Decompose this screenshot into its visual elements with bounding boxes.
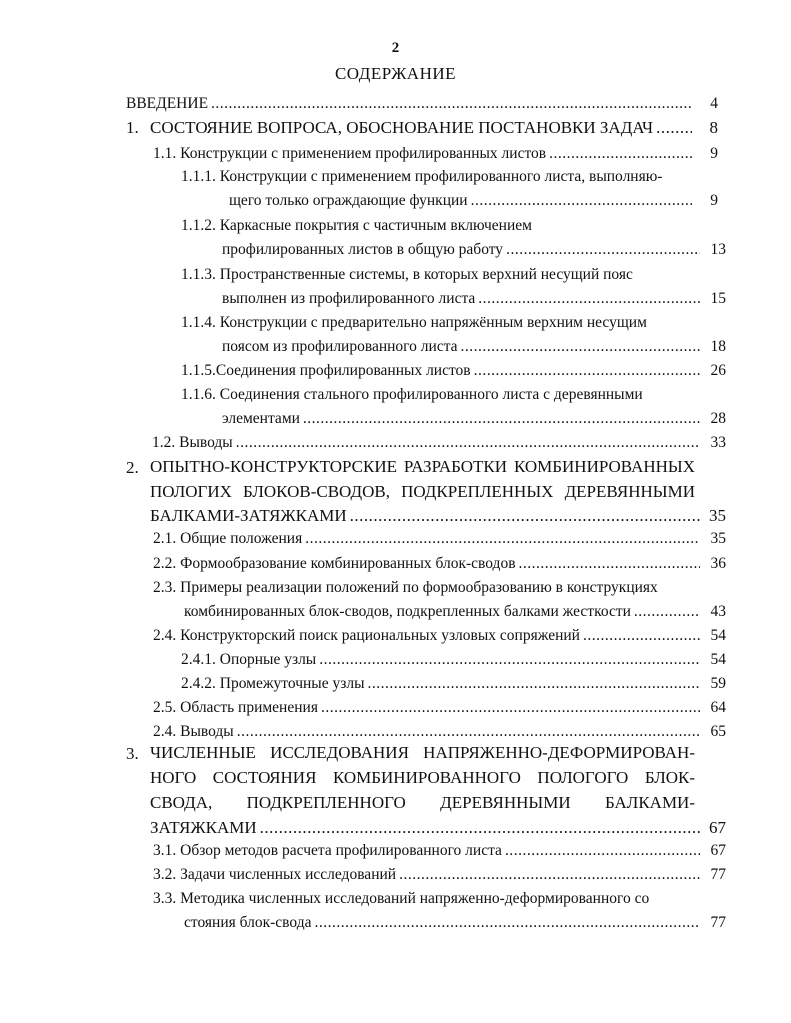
toc-label: 2.4. Выводы	[153, 723, 234, 740]
toc-label: профилированных листов в общую работу	[222, 241, 504, 258]
toc-entry-intro	[126, 95, 718, 113]
toc-entry-1-1-4-line1: 1.1.4. Конструкции с предварительно напряжённым верхним несущим	[181, 314, 647, 331]
toc-leader	[474, 362, 700, 380]
toc-entry-1-1-1	[229, 192, 718, 210]
toc-leader	[478, 290, 700, 308]
toc-page: 64	[710, 699, 726, 716]
toc-entry-1-1-6	[222, 410, 726, 428]
toc-entry-2-4	[153, 627, 726, 645]
toc-label: 2.2. Формообразование комбинированных блок-сводов	[153, 555, 516, 572]
toc-entry-section-2-line2: ПОЛОГИХ БЛОКОВ-СВОДОВ, ПОДКРЕПЛЕННЫХ ДЕРЕВЯННЫМИ	[150, 482, 695, 501]
toc-label: 3.2. Задачи численных исследований	[153, 866, 397, 883]
toc-label: СОСТОЯНИЕ ВОПРОСА, ОБОСНОВАНИЕ ПОСТАНОВКИ ЗАДАЧ	[150, 118, 654, 137]
toc-entry-section-2-line1: ОПЫТНО-КОНСТРУКТОРСКИЕ РАЗРАБОТКИ КОМБИНИРОВАННЫХ	[150, 457, 695, 476]
toc-page: 59	[710, 675, 726, 692]
toc-label: 2.5. Область применения	[153, 699, 318, 716]
toc-leader	[506, 241, 700, 259]
toc-entry-section-3-line1: ЧИСЛЕННЫЕ ИССЛЕДОВАНИЯ НАПРЯЖЕННО-ДЕФОРМИРОВАН-	[150, 743, 695, 762]
page-title: СОДЕРЖАНИЕ	[334, 64, 457, 83]
toc-entry-1-1-1-line1: 1.1.1. Конструкции с применением профилированного листа, выполняю-	[181, 168, 663, 185]
toc-leader	[305, 530, 700, 548]
toc-entry-2-3	[184, 603, 726, 621]
toc-label: 1.2. Выводы	[152, 434, 233, 451]
toc-page: 13	[710, 241, 726, 258]
toc-label: 2.1. Общие положения	[153, 530, 303, 547]
toc-page: 77	[710, 914, 726, 931]
toc-leader	[656, 119, 692, 137]
toc-entry-2-5	[153, 699, 726, 717]
toc-page: 18	[710, 338, 726, 355]
toc-entry-3-1	[153, 842, 726, 860]
toc-page: 8	[709, 118, 718, 137]
toc-entry-1-1-3-line1: 1.1.3. Пространственные системы, в которых верхний несущий пояс	[181, 266, 633, 283]
toc-leader	[461, 338, 700, 356]
toc-leader	[505, 842, 700, 860]
toc-label: 1.1. Конструкции с применением профилированных листов	[153, 145, 547, 162]
toc-entry-section-3-line3: СВОДА, ПОДКРЕПЛЕННОГО ДЕРЕВЯННЫМИ БАЛКАМИ-	[150, 793, 695, 812]
toc-label: ВВЕДЕНИЕ	[126, 95, 209, 112]
toc-label: 2.4. Конструкторский поиск рациональных узловых сопряжений	[153, 627, 580, 644]
toc-page: 15	[710, 290, 726, 307]
toc-entry-1-1-6-line1: 1.1.6. Соединения стального профилированного листа с деревянными	[181, 386, 643, 403]
section-number: 2.	[126, 458, 139, 477]
toc-leader	[471, 192, 692, 210]
toc-page: 9	[710, 145, 718, 162]
toc-leader	[583, 627, 700, 645]
toc-label: 2.4.2. Промежуточные узлы	[181, 675, 365, 692]
toc-page: 43	[710, 603, 726, 620]
toc-page: 54	[710, 651, 726, 668]
toc-label: ЗАТЯЖКАМИ	[150, 818, 257, 837]
toc-entry-1-1	[153, 145, 718, 163]
toc-label: выполнен из профилированного листа	[222, 290, 476, 307]
toc-entry-section-3-line2: НОГО СОСТОЯНИЯ КОМБИНИРОВАННОГО ПОЛОГОГО БЛОК-	[150, 768, 695, 787]
toc-entry-1-2	[152, 434, 726, 452]
toc-page: 4	[710, 95, 718, 112]
toc-entry-3-3-line1: 3.3. Методика численных исследований напряженно-деформированного со	[153, 890, 650, 907]
toc-entry-3-3	[184, 914, 726, 932]
toc-leader	[211, 95, 692, 113]
toc-label: поясом из профилированного листа	[222, 338, 458, 355]
toc-leader	[236, 434, 700, 452]
toc-entry-1-1-3	[222, 290, 726, 308]
toc-page: 54	[710, 627, 726, 644]
toc-entry-1-1-4	[222, 338, 726, 356]
toc-page: 9	[710, 192, 718, 209]
toc-entry-2-2	[153, 555, 726, 573]
toc-label: БАЛКАМИ-ЗАТЯЖКАМИ	[150, 506, 347, 525]
toc-label: 3.1. Обзор методов расчета профилированного листа	[153, 842, 502, 859]
toc-entry-1-1-2	[222, 241, 726, 259]
toc-entry-section-1	[150, 119, 718, 137]
toc-leader	[260, 819, 700, 837]
toc-page: 67	[709, 818, 726, 837]
toc-leader	[319, 651, 700, 669]
toc-leader	[350, 507, 700, 525]
toc-entry-3-2	[153, 866, 726, 884]
toc-leader	[314, 914, 700, 932]
toc-page: 35	[710, 530, 726, 547]
toc-page: 35	[709, 506, 726, 525]
toc-entry-2-3-line1: 2.3. Примеры реализации положений по формообразованию в конструкциях	[153, 579, 658, 596]
section-number: 3.	[126, 744, 139, 763]
toc-entry-2-4-1	[181, 651, 726, 669]
toc-entry-1-1-2-line1: 1.1.2. Каркасные покрытия с частичным включением	[181, 217, 532, 234]
toc-label: щего только ограждающие функции	[229, 192, 468, 209]
toc-label: стояния блок-свода	[184, 914, 312, 931]
toc-leader	[549, 145, 692, 163]
toc-entry-section-2	[150, 507, 726, 525]
section-number: 1.	[126, 118, 139, 137]
toc-entry-2-6	[153, 723, 726, 741]
toc-entry-2-1	[153, 530, 726, 548]
toc-leader	[321, 699, 700, 717]
toc-leader	[303, 410, 700, 428]
toc-page: 26	[710, 362, 726, 379]
toc-leader	[368, 675, 701, 693]
toc-leader	[634, 603, 700, 621]
toc-label: элементами	[222, 410, 300, 427]
toc-page: 65	[710, 723, 726, 740]
toc-entry-section-3	[150, 819, 726, 837]
toc-page: 33	[710, 434, 726, 451]
toc-page: 77	[710, 866, 726, 883]
page-number: 2	[391, 40, 400, 56]
toc-leader	[519, 555, 700, 573]
toc-page: 28	[710, 410, 726, 427]
toc-page: 67	[710, 842, 726, 859]
toc-label: комбинированных блок-сводов, подкрепленных балками жесткости	[184, 603, 631, 620]
toc-leader	[237, 723, 700, 741]
toc-page: 36	[710, 555, 726, 572]
toc-entry-1-1-5	[181, 362, 726, 380]
toc-entry-2-4-2	[181, 675, 726, 693]
toc-label: 1.1.5.Соединения профилированных листов	[181, 362, 471, 379]
toc-label: 2.4.1. Опорные узлы	[181, 651, 317, 668]
toc-leader	[399, 866, 700, 884]
